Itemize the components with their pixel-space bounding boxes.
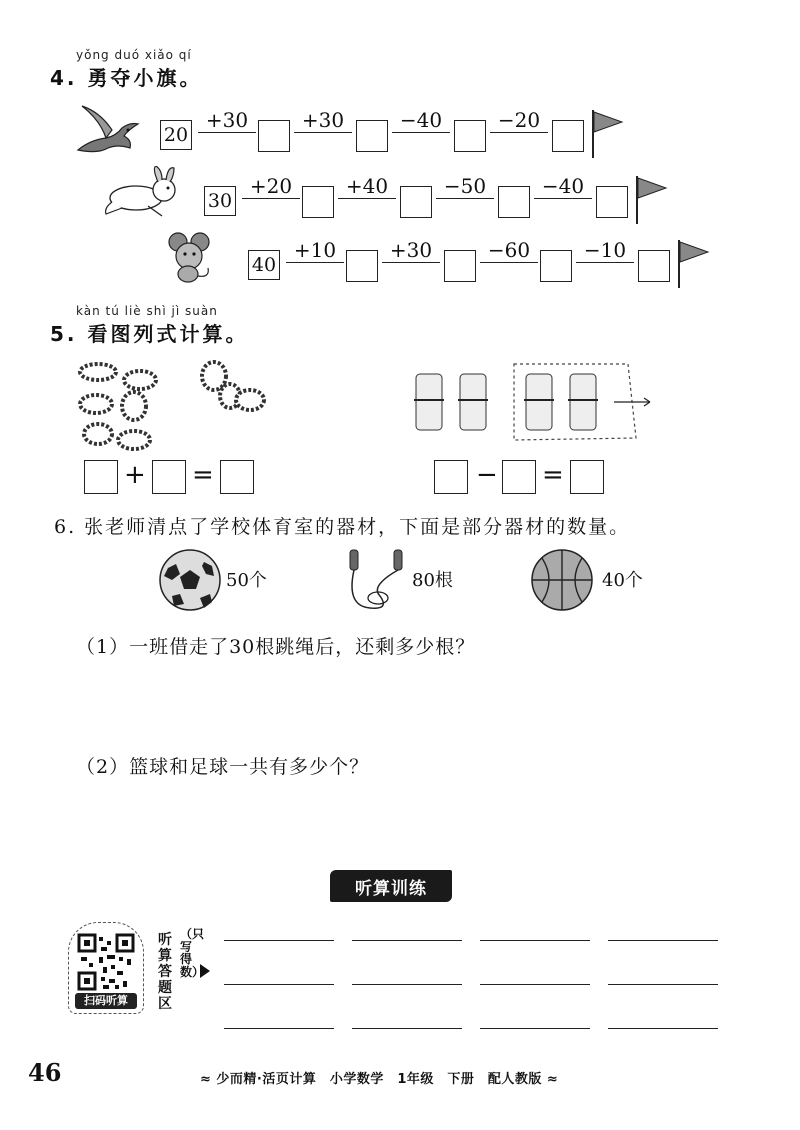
answer-line[interactable]	[224, 984, 334, 985]
answer-line[interactable]	[352, 1028, 462, 1029]
answer-line[interactable]	[224, 1028, 334, 1029]
answer-box[interactable]	[502, 460, 536, 494]
answer-box[interactable]	[444, 250, 476, 282]
listening-banner: 听算训练	[330, 870, 452, 902]
basketball-count: 40个	[602, 570, 643, 591]
operation-label: +40	[338, 174, 396, 199]
answer-area-label: 听算答题区	[158, 932, 172, 1012]
q4-title: 4. 勇夺小旗。	[50, 66, 203, 90]
equals-sign: =	[542, 460, 564, 490]
operation-label: −60	[480, 238, 538, 263]
answer-area-note: （只写得数）	[180, 927, 205, 979]
operation-label: −50	[436, 174, 494, 199]
answer-line[interactable]	[480, 1028, 590, 1029]
flag-icon	[676, 238, 710, 290]
q5-title: 5. 看图列式计算。	[50, 322, 249, 346]
bead-rings-illustration	[72, 356, 272, 456]
operation-label: +20	[242, 174, 300, 199]
answer-box[interactable]	[570, 460, 604, 494]
answer-line[interactable]	[480, 940, 590, 941]
answer-box[interactable]	[84, 460, 118, 494]
answer-line[interactable]	[480, 984, 590, 985]
answer-line[interactable]	[352, 984, 462, 985]
stick-bundles-illustration	[410, 360, 660, 444]
q6-title: 6. 张老师清点了学校体育室的器材，下面是部分器材的数量。	[54, 516, 631, 538]
operation-label: +30	[198, 108, 256, 133]
answer-box[interactable]	[552, 120, 584, 152]
operation-label: +30	[382, 238, 440, 263]
start-box: 40	[248, 250, 280, 280]
q5-pinyin: kàn tú liè shì jì suàn	[76, 304, 218, 318]
qr-code-frame[interactable]	[68, 922, 144, 1014]
flag-icon	[634, 174, 668, 226]
answer-box[interactable]	[152, 460, 186, 494]
answer-box[interactable]	[540, 250, 572, 282]
start-box: 30	[204, 186, 236, 216]
soccer-count: 50个	[226, 570, 267, 591]
answer-box[interactable]	[346, 250, 378, 282]
jump-rope-icon	[340, 546, 412, 614]
qr-code-icon	[77, 933, 135, 991]
start-box: 20	[160, 120, 192, 150]
answer-box[interactable]	[258, 120, 290, 152]
answer-box[interactable]	[302, 186, 334, 218]
operation-label: −20	[490, 108, 548, 133]
answer-box[interactable]	[220, 460, 254, 494]
flag-icon	[590, 108, 624, 160]
page-number: 46	[28, 1058, 62, 1087]
answer-line[interactable]	[224, 940, 334, 941]
footer-text: ≈ 少而精·活页计算 小学数学 1年级 下册 配人教版 ≈	[200, 1072, 559, 1087]
answer-box[interactable]	[434, 460, 468, 494]
rabbit-icon	[102, 166, 184, 218]
answer-box[interactable]	[498, 186, 530, 218]
basketball-icon	[530, 548, 594, 612]
triangle-pointer-icon	[200, 964, 210, 978]
equals-sign: =	[192, 460, 214, 490]
operation-label: −40	[392, 108, 450, 133]
answer-box[interactable]	[454, 120, 486, 152]
answer-box[interactable]	[400, 186, 432, 218]
mouse-icon	[164, 232, 216, 284]
operation-label: +10	[286, 238, 344, 263]
answer-box[interactable]	[356, 120, 388, 152]
q4-pinyin: yǒng duó xiǎo qí	[76, 48, 192, 62]
operation-label: −40	[534, 174, 592, 199]
q6-sub2: （2）篮球和足球一共有多少个？	[76, 756, 370, 778]
answer-line[interactable]	[608, 940, 718, 941]
plus-sign: +	[124, 460, 146, 490]
soccer-ball-icon	[158, 548, 222, 612]
answer-line[interactable]	[352, 940, 462, 941]
q6-sub1: （1）一班借走了30根跳绳后，还剩多少根？	[76, 636, 476, 658]
qr-caption: 扫码听算	[75, 993, 137, 1009]
answer-box[interactable]	[596, 186, 628, 218]
operation-label: −10	[576, 238, 634, 263]
answer-line[interactable]	[608, 1028, 718, 1029]
operation-label: +30	[294, 108, 352, 133]
answer-line[interactable]	[608, 984, 718, 985]
answer-box[interactable]	[638, 250, 670, 282]
minus-sign: −	[476, 460, 498, 490]
bird-icon	[70, 100, 142, 160]
jump-rope-count: 80根	[412, 570, 453, 591]
